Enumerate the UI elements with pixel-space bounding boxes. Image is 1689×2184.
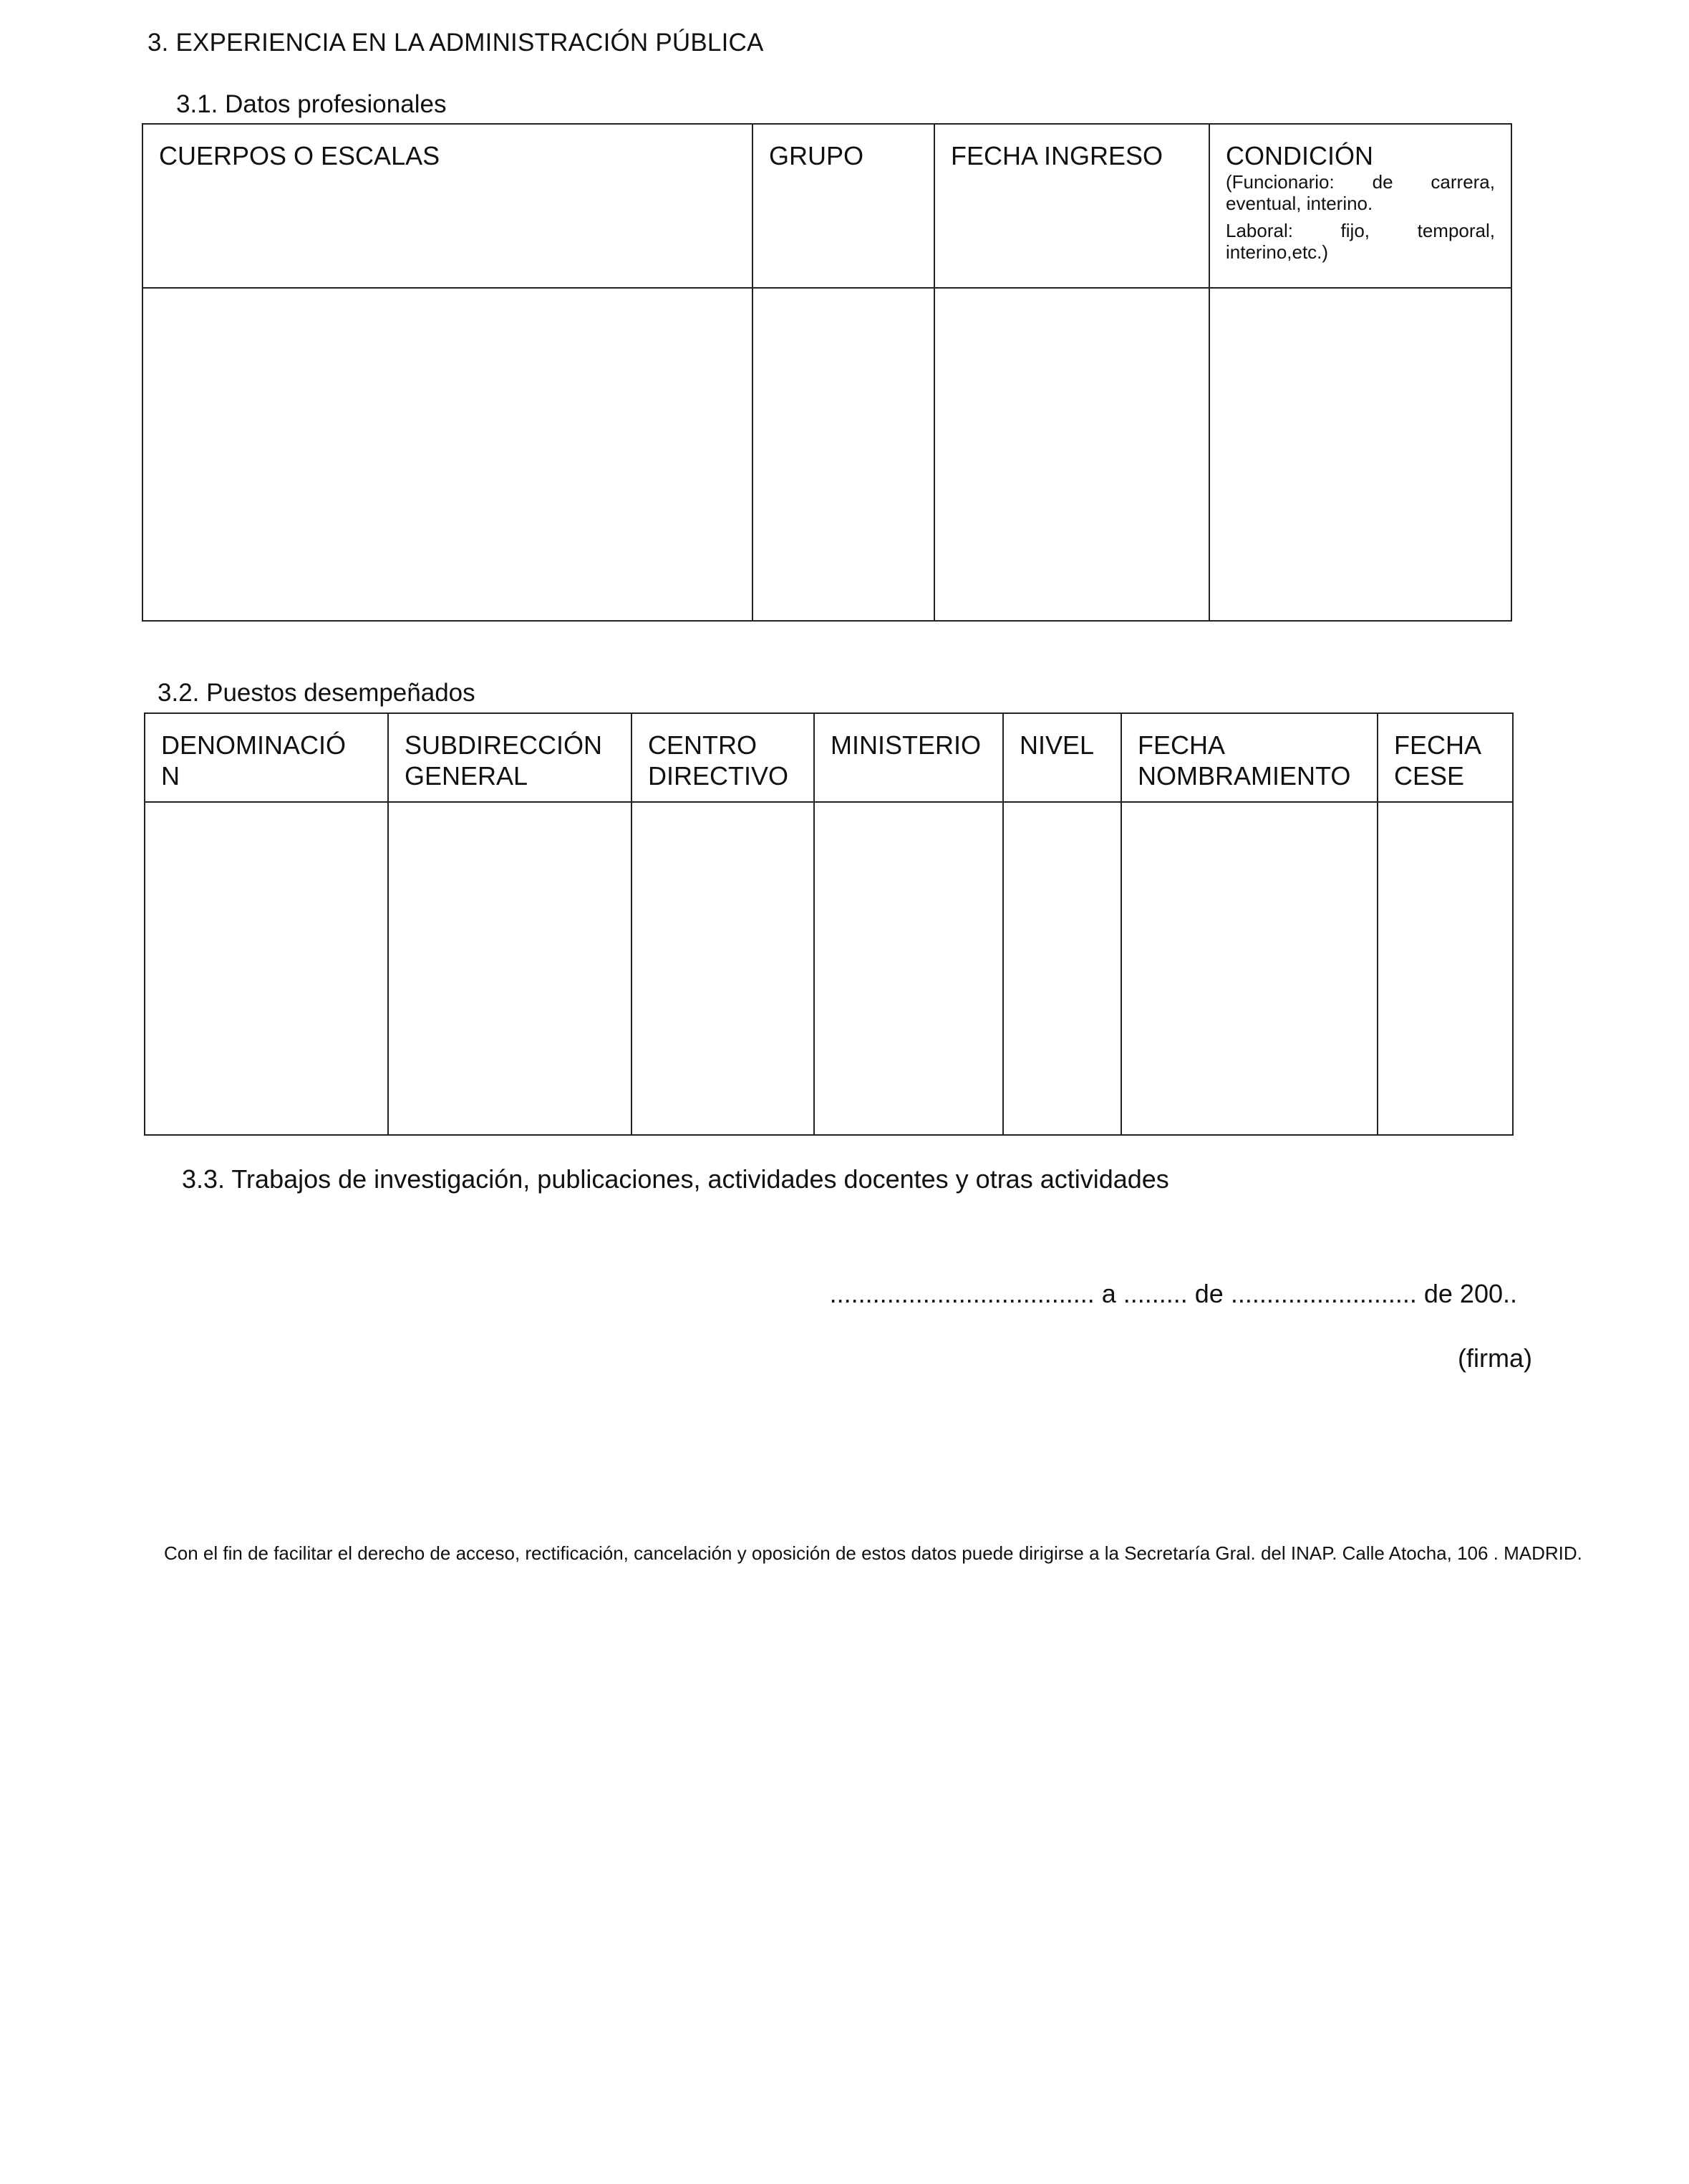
- table-header-row: [142, 124, 1511, 288]
- header-fecha-cese-line1: FECHA: [1394, 730, 1482, 760]
- signature-label: (firma): [1458, 1343, 1532, 1373]
- header-cuerpos-cell: [142, 124, 752, 288]
- fecha-cese-input-cell[interactable]: [1378, 802, 1513, 1135]
- footer-privacy-note: Con el fin de facilitar el derecho de acceso, rectificación, cancelación y oposición de estos datos puede dirigirse a la Secretaría Gral. del INAP. Calle Atocha, 106 . MADRID.: [164, 1542, 1582, 1564]
- section-title: 3. EXPERIENCIA EN LA ADMINISTRACIÓN PÚBLICA: [147, 29, 764, 57]
- header-fecha-nombramiento-line1: FECHA: [1138, 730, 1226, 760]
- header-grupo: GRUPO: [769, 141, 864, 170]
- header-denominacion-line1: DENOMINACIÓ: [161, 730, 347, 760]
- header-fecha-ingreso: FECHA INGRESO: [951, 141, 1163, 170]
- header-fecha-nombramiento-cell: [1121, 713, 1378, 802]
- table-row: [142, 288, 1511, 621]
- denominacion-input-cell[interactable]: [145, 802, 388, 1135]
- table-row: [145, 802, 1513, 1135]
- header-grupo-cell: [752, 124, 934, 288]
- datos-profesionales-title: 3.1. Datos profesionales: [176, 90, 447, 118]
- header-condicion: CONDICIÓN: [1226, 141, 1373, 170]
- header-subdireccion-line2: GENERAL: [405, 761, 528, 791]
- ministerio-input-cell[interactable]: [814, 802, 1003, 1135]
- subdireccion-input-cell[interactable]: [388, 802, 631, 1135]
- header-nivel-cell: [1003, 713, 1121, 802]
- header-subdireccion-line1: SUBDIRECCIÓN: [405, 730, 603, 760]
- signature-date-line[interactable]: ..................................... a ......... de .......................... de 200..: [829, 1279, 1517, 1308]
- header-fecha-ingreso-cell: [934, 124, 1209, 288]
- cuerpos-input-cell[interactable]: [142, 288, 752, 621]
- header-subdireccion-cell: [388, 713, 631, 802]
- fecha-ingreso-input-cell[interactable]: [934, 288, 1209, 621]
- header-centro-line1: CENTRO: [648, 730, 757, 760]
- grupo-input-cell[interactable]: [752, 288, 934, 621]
- trabajos-title: 3.3. Trabajos de investigación, publicaciones, actividades docentes y otras actividades: [182, 1164, 1169, 1194]
- header-centro-cell: [631, 713, 814, 802]
- condicion-input-cell[interactable]: [1209, 288, 1511, 621]
- header-fecha-nombramiento-line2: NOMBRAMIENTO: [1138, 761, 1351, 791]
- datos-profesionales-table: [142, 123, 1512, 622]
- condicion-note-laboral: Laboral: fijo, temporal, interino,etc.): [1226, 220, 1495, 263]
- fecha-nombramiento-input-cell[interactable]: [1121, 802, 1378, 1135]
- table-header-row: [145, 713, 1513, 802]
- header-centro-line2: DIRECTIVO: [648, 761, 789, 791]
- puestos-title: 3.2. Puestos desempeñados: [158, 679, 475, 707]
- header-nivel-line1: NIVEL: [1020, 730, 1095, 760]
- header-condicion-cell: [1209, 124, 1511, 288]
- header-cuerpos: CUERPOS O ESCALAS: [159, 141, 440, 170]
- condicion-note-funcionario: (Funcionario: de carrera, eventual, interino.: [1226, 171, 1495, 214]
- header-denominacion-cell: [145, 713, 388, 802]
- header-ministerio-cell: [814, 713, 1003, 802]
- centro-input-cell[interactable]: [631, 802, 814, 1135]
- header-ministerio-line1: MINISTERIO: [831, 730, 982, 760]
- puestos-table: [144, 712, 1514, 1136]
- header-fecha-cese-line2: CESE: [1394, 761, 1465, 791]
- nivel-input-cell[interactable]: [1003, 802, 1121, 1135]
- header-fecha-cese-cell: [1378, 713, 1513, 802]
- header-denominacion-line2: N: [161, 761, 180, 791]
